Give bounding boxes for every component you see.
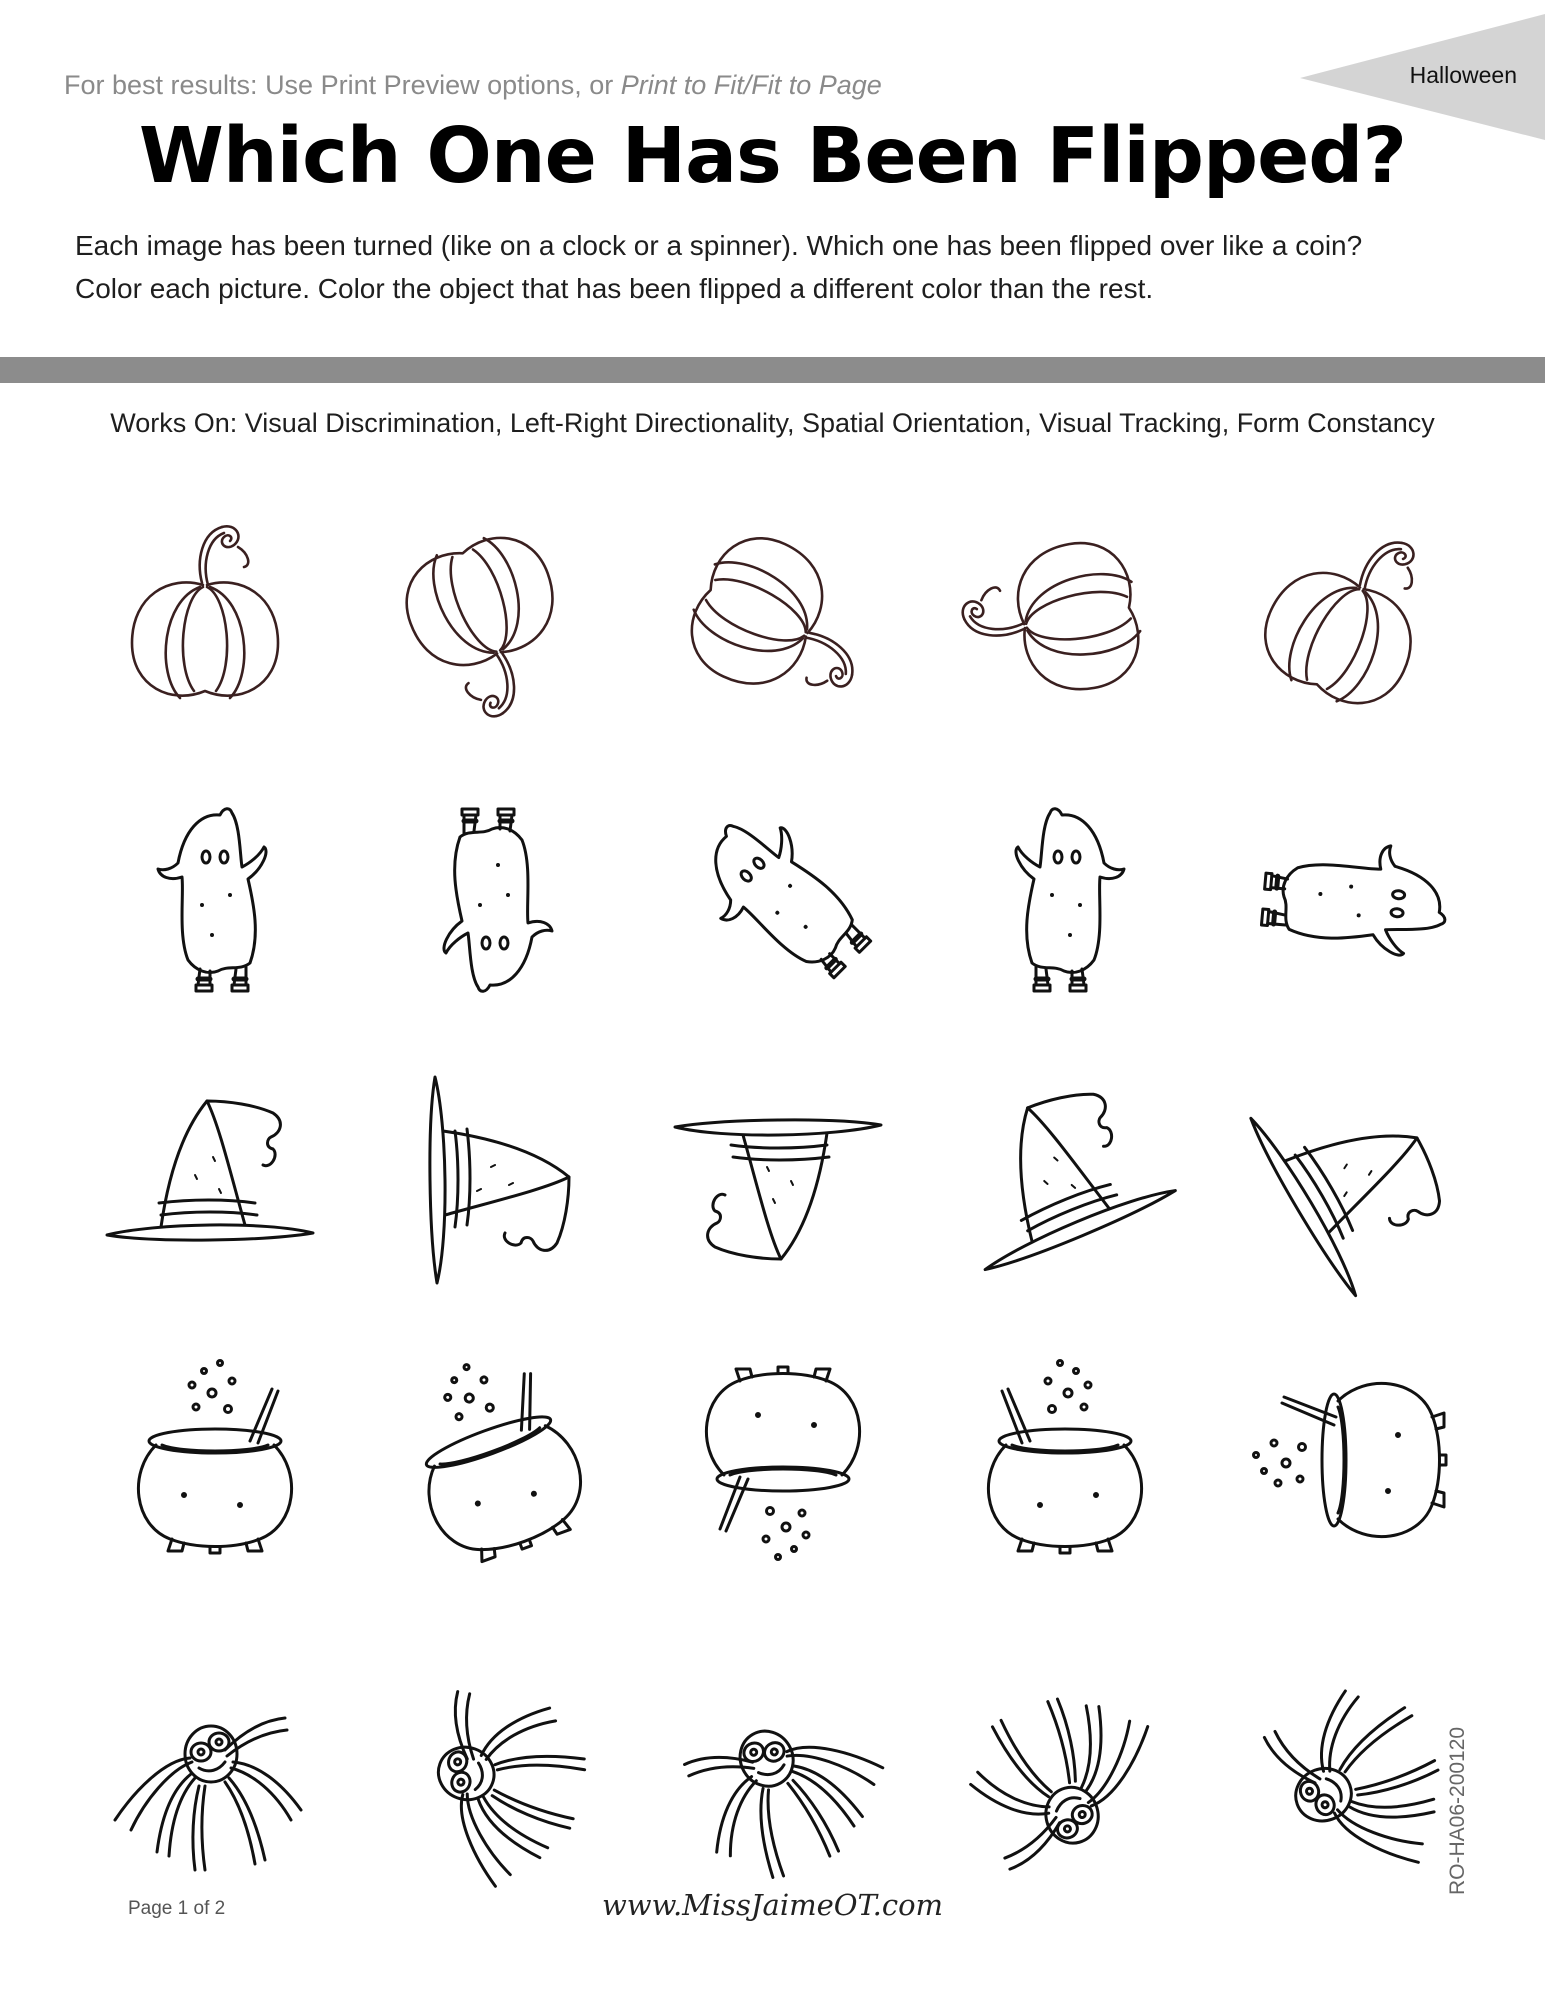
spider-icon <box>668 1670 898 1900</box>
cauldron-icon <box>668 1345 898 1575</box>
witch-hat-icon <box>95 1065 325 1295</box>
ghost-2[interactable] <box>380 785 610 1015</box>
cauldron-icon <box>380 1345 610 1575</box>
witch-hat-icon <box>1235 1065 1465 1295</box>
ghost-3[interactable] <box>668 785 898 1015</box>
pumpkin-1[interactable] <box>90 505 320 735</box>
spider-icon <box>95 1670 325 1900</box>
spider-icon <box>1238 1670 1468 1900</box>
pumpkin-4[interactable] <box>944 505 1174 735</box>
spider-icon <box>950 1670 1180 1900</box>
witch-hat-4[interactable] <box>945 1065 1175 1295</box>
ghost-icon <box>952 785 1182 1015</box>
witch-hat-2[interactable] <box>375 1065 605 1295</box>
pumpkin-icon <box>372 505 602 735</box>
witch-hat-icon <box>663 1065 893 1295</box>
spider-icon <box>380 1670 610 1900</box>
category-label: Halloween <box>1409 62 1517 88</box>
spider-3[interactable] <box>668 1670 898 1900</box>
print-tip-italic: Print to Fit/Fit to Page <box>620 70 882 100</box>
divider-bar <box>0 357 1545 383</box>
instructions-line-2: Color each picture. Color the object that has been flipped a different color than the rest. <box>75 273 1154 304</box>
spider-1[interactable] <box>95 1670 325 1900</box>
cauldron-icon <box>950 1345 1180 1575</box>
print-tip <box>64 70 882 101</box>
cauldron-2[interactable] <box>380 1345 610 1575</box>
pumpkin-icon <box>944 505 1174 735</box>
cauldron-1[interactable] <box>100 1345 330 1575</box>
pumpkin-2[interactable] <box>372 505 602 735</box>
spider-2[interactable] <box>380 1670 610 1900</box>
ghost-icon <box>380 785 610 1015</box>
spider-5[interactable] <box>1238 1670 1468 1900</box>
spider-4[interactable] <box>950 1670 1180 1900</box>
worksheet-code: RO-HA06-200120 <box>1446 1726 1469 1895</box>
cauldron-icon <box>1238 1345 1468 1575</box>
ghost-4[interactable] <box>952 785 1182 1015</box>
pumpkin-icon <box>1232 505 1462 735</box>
ghost-5[interactable] <box>1240 785 1470 1015</box>
pumpkin-icon <box>90 505 320 735</box>
website-url[interactable]: www.MissJaimeOT.com <box>601 1888 944 1922</box>
cauldron-icon <box>100 1345 330 1575</box>
print-tip-text: For best results: Use Print Preview options, or <box>64 70 621 100</box>
witch-hat-icon <box>945 1065 1175 1295</box>
pumpkin-5[interactable] <box>1232 505 1462 735</box>
cauldron-4[interactable] <box>950 1345 1180 1575</box>
witch-hat-3[interactable] <box>663 1065 893 1295</box>
cauldron-5[interactable] <box>1238 1345 1468 1575</box>
ghost-icon <box>1240 785 1470 1015</box>
ghost-1[interactable] <box>100 785 330 1015</box>
ghost-icon <box>100 785 330 1015</box>
instructions-line-1: Each image has been turned (like on a clock or a spinner). Which one has been flipped over like a coin? <box>75 230 1363 261</box>
page-title: Which One Has Been Flipped? <box>138 112 1407 201</box>
pumpkin-3[interactable] <box>660 505 890 735</box>
witch-hat-1[interactable] <box>95 1065 325 1295</box>
pumpkin-icon <box>660 505 890 735</box>
instructions <box>75 224 1495 310</box>
witch-hat-icon <box>375 1065 605 1295</box>
ghost-icon <box>668 785 898 1015</box>
page-number: Page 1 of 2 <box>128 1898 226 1919</box>
cauldron-3[interactable] <box>668 1345 898 1575</box>
works-on-skills: Works On: Visual Discrimination, Left-Right Directionality, Spatial Orientation, Visual Tracking, Form Constancy <box>110 408 1435 438</box>
witch-hat-5[interactable] <box>1235 1065 1465 1295</box>
